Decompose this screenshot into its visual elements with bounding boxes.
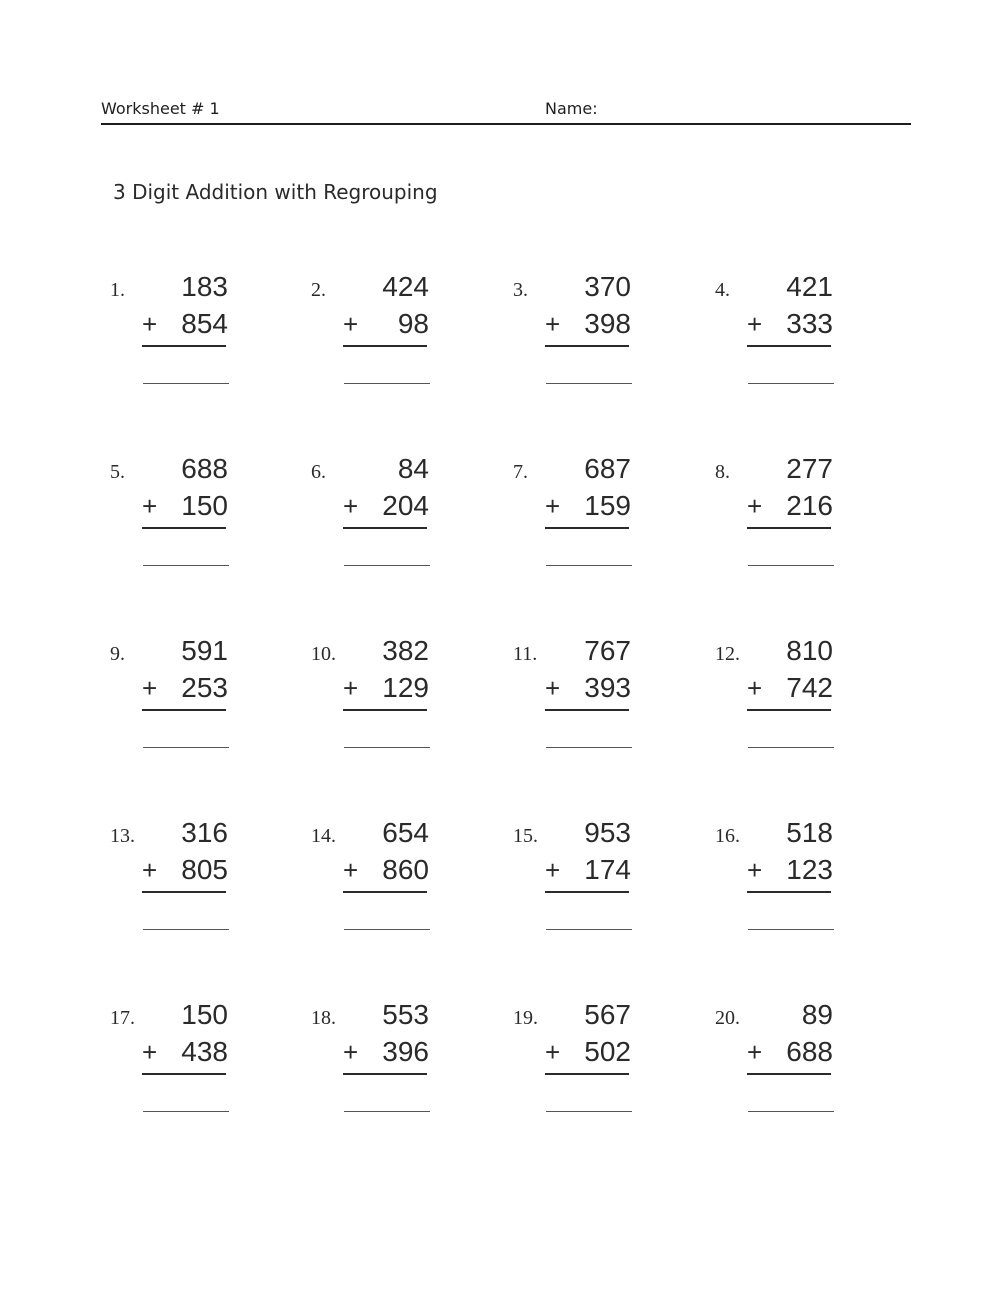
bottom-addend: 393: [584, 672, 631, 703]
problem-number: 3.: [513, 279, 528, 301]
top-addend: 84: [397, 453, 429, 484]
sum-rule: [142, 345, 226, 347]
problem-number: 10.: [311, 643, 336, 665]
plus-sign: +: [343, 309, 359, 339]
problem-number: 6.: [311, 461, 326, 483]
plus-sign: +: [142, 491, 158, 521]
answer-blank[interactable]: [344, 383, 430, 384]
plus-sign: +: [545, 673, 561, 703]
sum-rule: [343, 345, 427, 347]
sum-rule: [747, 527, 831, 529]
problem-4: [715, 271, 855, 399]
plus-sign: +: [142, 1037, 158, 1067]
problem-number: 1.: [110, 279, 125, 301]
answer-blank[interactable]: [546, 383, 632, 384]
plus-sign: +: [545, 855, 561, 885]
problem-number: 13.: [110, 825, 135, 847]
plus-sign: +: [142, 855, 158, 885]
sum-rule: [343, 1073, 427, 1075]
answer-blank[interactable]: [748, 383, 834, 384]
problem-number: 12.: [715, 643, 740, 665]
problem-1: [110, 271, 250, 399]
top-addend: 953: [584, 817, 631, 848]
answer-blank[interactable]: [344, 1111, 430, 1112]
top-addend: 687: [584, 453, 631, 484]
plus-sign: +: [747, 491, 763, 521]
problem-number: 16.: [715, 825, 740, 847]
bottom-addend: 396: [382, 1036, 429, 1067]
problem-number: 14.: [311, 825, 336, 847]
answer-blank[interactable]: [546, 747, 632, 748]
bottom-addend: 159: [584, 490, 631, 521]
problem-number: 15.: [513, 825, 538, 847]
problem-16: [715, 817, 855, 945]
sum-rule: [545, 527, 629, 529]
problem-5: [110, 453, 250, 581]
problem-3: [513, 271, 653, 399]
top-addend: 183: [181, 271, 228, 302]
top-addend: 277: [786, 453, 833, 484]
answer-blank[interactable]: [546, 565, 632, 566]
top-addend: 553: [382, 999, 429, 1030]
problem-11: [513, 635, 653, 763]
plus-sign: +: [545, 491, 561, 521]
answer-blank[interactable]: [143, 565, 229, 566]
plus-sign: +: [747, 673, 763, 703]
top-addend: 370: [584, 271, 631, 302]
plus-sign: +: [142, 673, 158, 703]
sum-rule: [343, 527, 427, 529]
sum-rule: [545, 345, 629, 347]
bottom-addend: 502: [584, 1036, 631, 1067]
bottom-addend: 860: [382, 854, 429, 885]
bottom-addend: 688: [786, 1036, 833, 1067]
problem-12: [715, 635, 855, 763]
problem-18: [311, 999, 451, 1127]
sum-rule: [343, 891, 427, 893]
problem-number: 11.: [513, 643, 538, 665]
answer-blank[interactable]: [143, 747, 229, 748]
top-addend: 810: [786, 635, 833, 666]
sum-rule: [142, 891, 226, 893]
problem-20: [715, 999, 855, 1127]
top-addend: 591: [181, 635, 228, 666]
worksheet-title: 3 Digit Addition with Regrouping: [113, 180, 438, 204]
plus-sign: +: [747, 309, 763, 339]
answer-blank[interactable]: [748, 1111, 834, 1112]
sum-rule: [142, 1073, 226, 1075]
bottom-addend: 123: [786, 854, 833, 885]
problem-14: [311, 817, 451, 945]
problem-13: [110, 817, 250, 945]
plus-sign: +: [343, 855, 359, 885]
problem-number: 2.: [311, 279, 326, 301]
problem-number: 7.: [513, 461, 528, 483]
problem-9: [110, 635, 250, 763]
top-addend: 421: [786, 271, 833, 302]
bottom-addend: 129: [382, 672, 429, 703]
problem-15: [513, 817, 653, 945]
sum-rule: [747, 345, 831, 347]
top-addend: 688: [181, 453, 228, 484]
sum-rule: [545, 891, 629, 893]
name-label: Name:: [545, 99, 598, 118]
bottom-addend: 204: [382, 490, 429, 521]
plus-sign: +: [747, 1037, 763, 1067]
top-addend: 654: [382, 817, 429, 848]
problem-number: 17.: [110, 1007, 135, 1029]
sum-rule: [545, 1073, 629, 1075]
answer-blank[interactable]: [748, 565, 834, 566]
problem-number: 19.: [513, 1007, 538, 1029]
bottom-addend: 216: [786, 490, 833, 521]
plus-sign: +: [343, 1037, 359, 1067]
answer-blank[interactable]: [748, 747, 834, 748]
problem-number: 18.: [311, 1007, 336, 1029]
problem-number: 9.: [110, 643, 125, 665]
sum-rule: [747, 709, 831, 711]
top-addend: 382: [382, 635, 429, 666]
plus-sign: +: [343, 491, 359, 521]
bottom-addend: 438: [181, 1036, 228, 1067]
sum-rule: [545, 709, 629, 711]
answer-blank[interactable]: [344, 929, 430, 930]
answer-blank[interactable]: [143, 1111, 229, 1112]
answer-blank[interactable]: [344, 565, 430, 566]
top-addend: 424: [382, 271, 429, 302]
answer-blank[interactable]: [143, 929, 229, 930]
answer-blank[interactable]: [748, 929, 834, 930]
problem-8: [715, 453, 855, 581]
problem-17: [110, 999, 250, 1127]
sum-rule: [142, 709, 226, 711]
answer-blank[interactable]: [344, 747, 430, 748]
plus-sign: +: [545, 1037, 561, 1067]
problem-7: [513, 453, 653, 581]
plus-sign: +: [747, 855, 763, 885]
top-addend: 150: [181, 999, 228, 1030]
plus-sign: +: [343, 673, 359, 703]
bottom-addend: 174: [584, 854, 631, 885]
bottom-addend: 150: [181, 490, 228, 521]
problem-number: 8.: [715, 461, 730, 483]
top-addend: 567: [584, 999, 631, 1030]
bottom-addend: 742: [786, 672, 833, 703]
answer-blank[interactable]: [143, 383, 229, 384]
problem-number: 20.: [715, 1007, 740, 1029]
answer-blank[interactable]: [546, 929, 632, 930]
bottom-addend: 253: [181, 672, 228, 703]
bottom-addend: 805: [181, 854, 228, 885]
top-addend: 316: [181, 817, 228, 848]
top-addend: 89: [801, 999, 833, 1030]
bottom-addend: 98: [397, 308, 429, 339]
sum-rule: [747, 891, 831, 893]
answer-blank[interactable]: [546, 1111, 632, 1112]
problem-19: [513, 999, 653, 1127]
sum-rule: [343, 709, 427, 711]
problem-10: [311, 635, 451, 763]
top-addend: 767: [584, 635, 631, 666]
problem-number: 5.: [110, 461, 125, 483]
bottom-addend: 333: [786, 308, 833, 339]
plus-sign: +: [545, 309, 561, 339]
sum-rule: [747, 1073, 831, 1075]
plus-sign: +: [142, 309, 158, 339]
top-addend: 518: [786, 817, 833, 848]
sum-rule: [142, 527, 226, 529]
problem-6: [311, 453, 451, 581]
bottom-addend: 398: [584, 308, 631, 339]
problem-2: [311, 271, 451, 399]
problem-number: 4.: [715, 279, 730, 301]
bottom-addend: 854: [181, 308, 228, 339]
worksheet-number: Worksheet # 1: [101, 99, 220, 118]
